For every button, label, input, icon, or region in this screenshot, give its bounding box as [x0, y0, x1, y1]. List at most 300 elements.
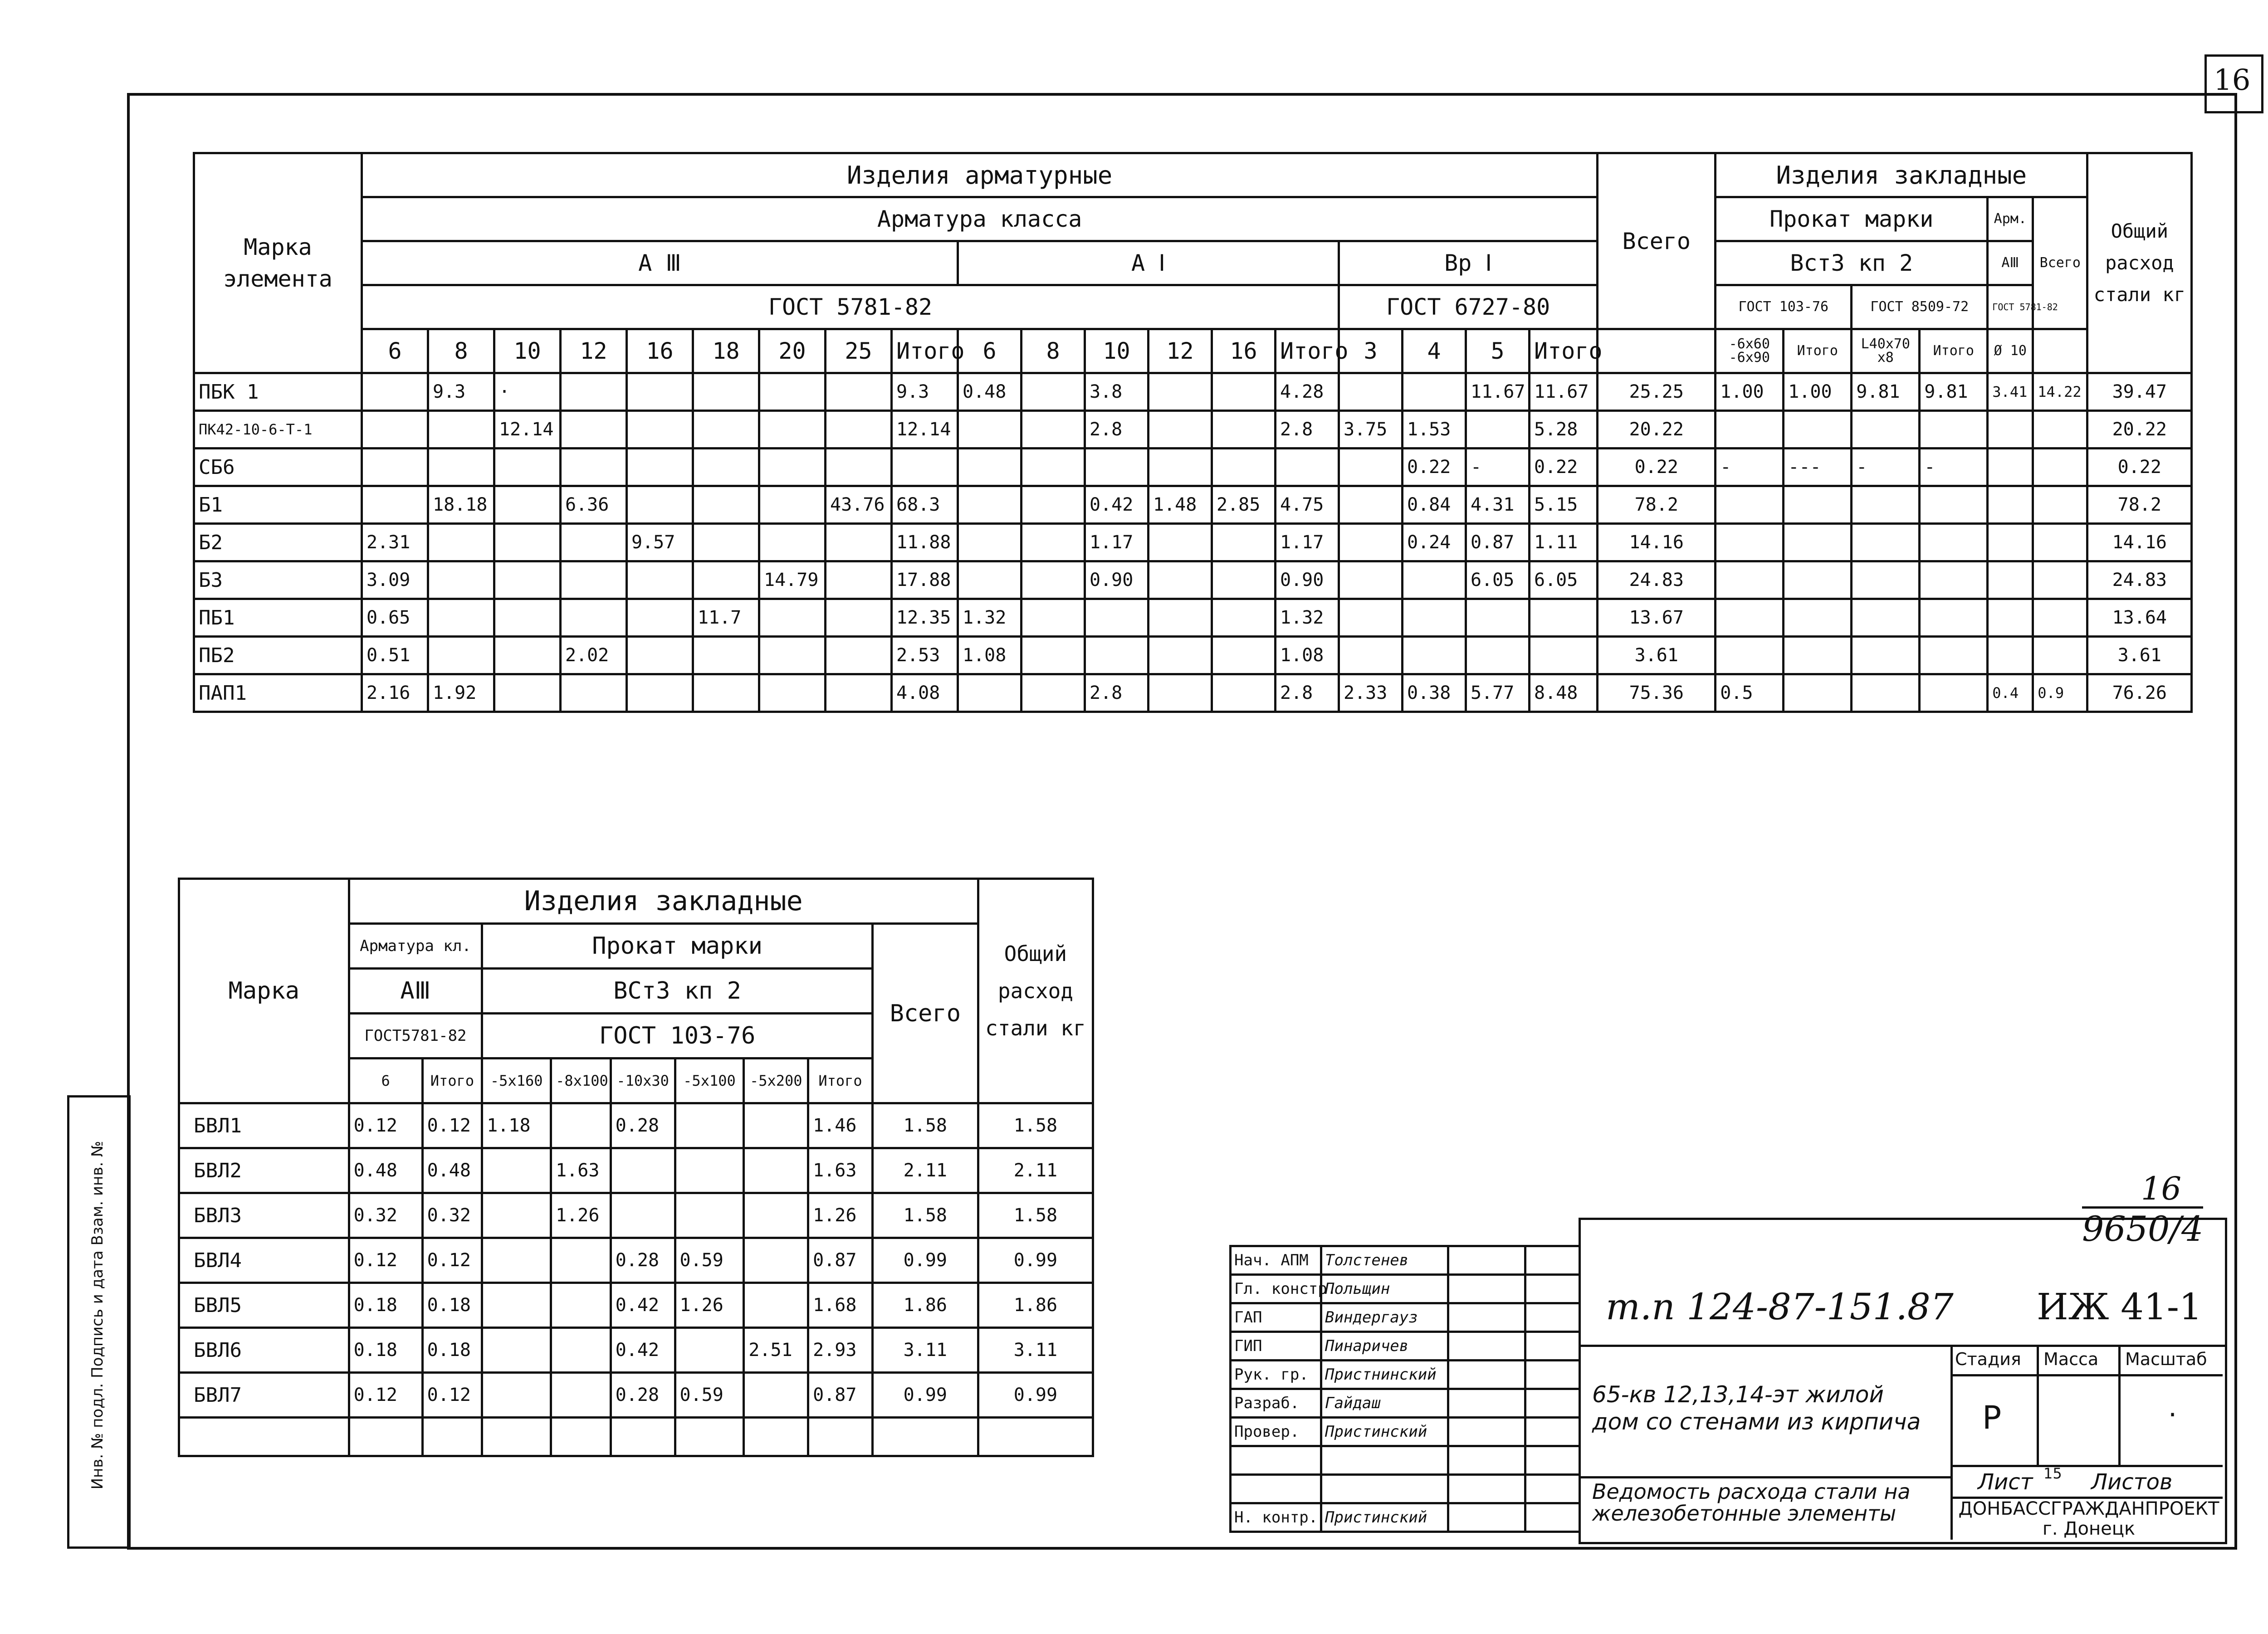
t1-cell-bp: 1.11	[1530, 524, 1598, 561]
t1-cell-rolled	[1920, 486, 1988, 524]
t1-cell-a3: 6.36	[561, 486, 627, 524]
t1-cell-a1: 0.48	[958, 373, 1022, 411]
t1-row-mark: ПАП1	[194, 674, 362, 712]
t2-cell	[482, 1193, 551, 1238]
t1-cell-rolled	[1852, 674, 1920, 712]
t1-cell-a3	[627, 411, 693, 449]
t1-subheader-arm: Ø 10	[1988, 329, 2033, 373]
t2-header-gost-5781: ГОСТ5781-82	[349, 1014, 482, 1058]
signature-mark	[1448, 1475, 1525, 1503]
signature-name: Пристнинский	[1321, 1361, 1448, 1389]
t2-cell	[551, 1238, 611, 1283]
t1-cell-bp	[1339, 599, 1403, 637]
t1-header-reinforcement-items: Изделия арматурные	[362, 153, 1598, 197]
signature-row	[1231, 1446, 1580, 1475]
signature-date	[1525, 1275, 1580, 1303]
t1-table-row	[194, 486, 2192, 524]
t2-cell	[744, 1373, 808, 1418]
t1-cell-a3	[494, 486, 561, 524]
t1-table-row	[194, 411, 2192, 449]
signature-date	[1525, 1418, 1580, 1446]
t1-cell-arm: 0.4	[1988, 674, 2033, 712]
t1-cell-a1	[1085, 599, 1149, 637]
t1-row-mark: Б1	[194, 486, 362, 524]
t2-cell: 0.12	[422, 1103, 482, 1148]
t1-cell-a3	[826, 411, 892, 449]
t1-cell-total-steel: 78.2	[2087, 486, 2192, 524]
t1-cell-a3	[693, 637, 759, 674]
t1-cell-a1	[1212, 561, 1276, 599]
t1-cell-bp: 0.87	[1466, 524, 1530, 561]
t1-cell-arm	[1988, 599, 2033, 637]
t2-cell: 0.42	[611, 1283, 675, 1328]
t1-cell-arm: 3.41	[1988, 373, 2033, 411]
t2-cell	[675, 1328, 744, 1373]
t1-cell-embedded-total	[2033, 449, 2087, 486]
t1-cell-a1	[1212, 373, 1276, 411]
t1-table-row	[194, 674, 2192, 712]
t2-cell-total: 3.11	[872, 1328, 978, 1373]
t1-subheader-cell: 6	[958, 329, 1022, 373]
t2-cell: 0.18	[349, 1328, 422, 1373]
steel-consumption-table	[193, 152, 2193, 713]
t1-header-gost-6727: ГОСТ 6727-80	[1339, 285, 1598, 329]
t1-cell-bp	[1530, 599, 1598, 637]
signature-role: Нач. АПМ	[1231, 1246, 1321, 1275]
t1-header-gost-103: ГОСТ 103-76	[1716, 285, 1852, 329]
signature-role	[1231, 1446, 1321, 1475]
t2-cell: 1.18	[482, 1103, 551, 1148]
t2-cell: 0.32	[422, 1193, 482, 1238]
t1-cell-total-steel: 39.47	[2087, 373, 2192, 411]
t1-cell-bp: 11.67	[1466, 373, 1530, 411]
t1-cell-total-reinf: 14.16	[1598, 524, 1716, 561]
t2-cell-total: 0.99	[872, 1373, 978, 1418]
t1-cell-bp: 0.38	[1403, 674, 1466, 712]
t1-header-gost-5781: ГОСТ 5781-82	[362, 285, 1339, 329]
t1-cell-rolled	[1920, 411, 1988, 449]
signature-role	[1231, 1475, 1321, 1503]
t1-subheader-rolled: -6x60 -6x90	[1716, 329, 1784, 373]
t1-cell-a3: 2.16	[362, 674, 428, 712]
t1-cell-arm	[1988, 486, 2033, 524]
stage-header: Стадия	[1955, 1349, 2021, 1369]
t1-cell-a3: 0.51	[362, 637, 428, 674]
t1-cell-a1	[1212, 637, 1276, 674]
t1-cell-a3: 9.57	[627, 524, 693, 561]
t1-cell-a3	[494, 637, 561, 674]
t2-cell: 0.18	[349, 1283, 422, 1328]
t1-cell-a3	[494, 674, 561, 712]
t1-table-row	[194, 373, 2192, 411]
t1-cell-bp: 5.15	[1530, 486, 1598, 524]
t1-cell-a3	[561, 411, 627, 449]
t2-cell	[551, 1373, 611, 1418]
t1-cell-a1: 2.8	[1085, 674, 1149, 712]
t1-cell-a3: 17.88	[892, 561, 958, 599]
t1-row-mark: ПБ1	[194, 599, 362, 637]
t1-cell-a3	[627, 486, 693, 524]
t1-cell-bp	[1466, 411, 1530, 449]
t2-cell: 2.93	[808, 1328, 873, 1373]
t2-row-mark: БВЛ5	[179, 1283, 349, 1328]
t1-row-mark: Б3	[194, 561, 362, 599]
t1-cell-a3	[627, 561, 693, 599]
t1-cell-a1: 0.42	[1085, 486, 1149, 524]
t1-cell-a3	[826, 637, 892, 674]
t1-subheader-cell: 12	[1149, 329, 1212, 373]
t1-cell-bp: 6.05	[1466, 561, 1530, 599]
t1-cell-total-steel: 24.83	[2087, 561, 2192, 599]
signature-role: Н. контр.	[1231, 1503, 1321, 1532]
t1-cell-a3	[693, 524, 759, 561]
t1-cell-a1: 1.17	[1085, 524, 1149, 561]
t1-cell-total-steel: 20.22	[2087, 411, 2192, 449]
t1-cell-a3: 9.3	[428, 373, 494, 411]
t1-cell-a1: 1.32	[1276, 599, 1339, 637]
t2-cell-total-steel: 1.58	[978, 1103, 1093, 1148]
t2-cell: 0.12	[349, 1238, 422, 1283]
t2-cell-total-steel: 2.11	[978, 1148, 1093, 1193]
signature-name: Пинаричев	[1321, 1332, 1448, 1361]
t1-cell-a1: 1.08	[1276, 637, 1339, 674]
t1-cell-total-steel: 13.64	[2087, 599, 2192, 637]
t1-cell-a1	[1149, 449, 1212, 486]
t2-cell: 0.18	[422, 1328, 482, 1373]
t2-cell: 0.59	[675, 1238, 744, 1283]
t1-cell-bp: 5.77	[1466, 674, 1530, 712]
signature-role: Провер.	[1231, 1418, 1321, 1446]
t1-header-a3-short: АⅢ	[1988, 241, 2033, 285]
t1-cell-a1: 1.08	[958, 637, 1022, 674]
title-block	[1229, 1218, 2227, 1544]
t1-cell-a1	[1212, 674, 1276, 712]
t2-cell: 0.32	[349, 1193, 422, 1238]
t1-cell-a1	[958, 561, 1022, 599]
title-block-signatures	[1229, 1245, 1581, 1533]
t2-cell: 0.48	[422, 1148, 482, 1193]
signature-mark	[1448, 1275, 1525, 1303]
t1-cell-rolled	[1716, 561, 1784, 599]
t2-cell	[611, 1193, 675, 1238]
t2-cell	[675, 1193, 744, 1238]
t2-subheader-cell: Итого	[422, 1058, 482, 1103]
t1-cell-a1	[958, 524, 1022, 561]
sheet-code: ИЖ 41-1	[2037, 1286, 2202, 1328]
t1-cell-rolled	[1716, 599, 1784, 637]
t1-cell-rolled: 9.81	[1852, 373, 1920, 411]
t1-subheader-cell: 18	[693, 329, 759, 373]
t1-cell-bp	[1530, 637, 1598, 674]
t1-table-row	[194, 599, 2192, 637]
t1-cell-bp	[1339, 561, 1403, 599]
t2-cell: 0.28	[611, 1238, 675, 1283]
t1-cell-rolled	[1716, 411, 1784, 449]
signature-role: Рук. гр.	[1231, 1361, 1321, 1389]
t1-cell-a1: 3.8	[1085, 373, 1149, 411]
t2-table-row	[179, 1148, 1093, 1193]
t1-cell-rolled	[1920, 561, 1988, 599]
t1-cell-a3	[693, 373, 759, 411]
t2-subheader-cell: Итого	[808, 1058, 873, 1103]
t1-subheader-cell: 8	[1022, 329, 1085, 373]
t1-cell-a1	[1022, 411, 1085, 449]
t1-cell-bp	[1403, 637, 1466, 674]
t2-header-a3: АⅢ	[349, 969, 482, 1014]
t1-cell-a3: 3.09	[362, 561, 428, 599]
t1-subheader-rolled: L40x70 x8	[1852, 329, 1920, 373]
t2-cell	[551, 1328, 611, 1373]
t1-cell-rolled	[1784, 524, 1852, 561]
t1-cell-embedded-total	[2033, 486, 2087, 524]
t1-cell-embedded-total	[2033, 637, 2087, 674]
t1-cell-a3: 2.02	[561, 637, 627, 674]
t1-header-rolled-grade: Прокат марки	[1716, 197, 1988, 241]
t1-cell-a3	[561, 599, 627, 637]
t1-cell-total-reinf: 3.61	[1598, 637, 1716, 674]
t2-cell: 0.87	[808, 1373, 873, 1418]
signature-name	[1321, 1475, 1448, 1503]
t1-cell-a3	[362, 373, 428, 411]
t1-cell-a3: 9.3	[892, 373, 958, 411]
t1-cell-bp: 2.33	[1339, 674, 1403, 712]
t1-cell-a3	[362, 486, 428, 524]
t2-cell	[482, 1238, 551, 1283]
t1-subheader-rolled: Итого	[1784, 329, 1852, 373]
t2-row-mark: БВЛ4	[179, 1238, 349, 1283]
t1-cell-a3	[428, 599, 494, 637]
t2-cell-total: 1.58	[872, 1103, 978, 1148]
t1-cell-a3	[428, 411, 494, 449]
t1-cell-a3	[362, 411, 428, 449]
t1-cell-a3	[561, 524, 627, 561]
signature-name: Толстенев	[1321, 1246, 1448, 1275]
signature-date	[1525, 1389, 1580, 1418]
t1-cell-rolled	[1852, 486, 1920, 524]
t1-cell-embedded-total	[2033, 599, 2087, 637]
t1-cell-a3	[892, 449, 958, 486]
t1-cell-a3: 2.31	[362, 524, 428, 561]
t1-subheader-cell: 4	[1403, 329, 1466, 373]
scale-value: ·	[2168, 1399, 2177, 1431]
t1-cell-a3	[759, 373, 826, 411]
t1-cell-bp: 0.84	[1403, 486, 1466, 524]
t1-cell-a1	[958, 411, 1022, 449]
t1-subheader-cell: 20	[759, 329, 826, 373]
t1-cell-bp	[1403, 373, 1466, 411]
t2-cell	[482, 1148, 551, 1193]
t2-cell: 1.26	[808, 1193, 873, 1238]
t1-header-embedded-items: Изделия закладные	[1716, 153, 2087, 197]
t2-cell: 1.46	[808, 1103, 873, 1148]
t2-subheader-cell: -5x200	[744, 1058, 808, 1103]
t1-cell-a1	[1149, 373, 1212, 411]
t1-cell-a3: 4.08	[892, 674, 958, 712]
signature-mark	[1448, 1332, 1525, 1361]
t1-cell-a3	[759, 486, 826, 524]
t1-cell-rolled	[1784, 637, 1852, 674]
t2-row-mark: БВЛ2	[179, 1148, 349, 1193]
t1-cell-rolled	[1852, 637, 1920, 674]
t1-cell-embedded-total: 0.9	[2033, 674, 2087, 712]
t1-cell-bp: 0.22	[1530, 449, 1598, 486]
t2-cell: 0.28	[611, 1103, 675, 1148]
t1-header-arm-short: Арм.	[1988, 197, 2033, 241]
t1-header-class-a3: А Ⅲ	[362, 241, 958, 285]
t1-cell-rolled	[1920, 524, 1988, 561]
t1-cell-a3	[494, 449, 561, 486]
t1-table-row	[194, 449, 2192, 486]
t1-cell-a3	[693, 561, 759, 599]
signature-date	[1525, 1332, 1580, 1361]
t1-header-mark: Марка элемента	[194, 153, 362, 373]
t2-cell	[482, 1328, 551, 1373]
signature-mark	[1448, 1389, 1525, 1418]
t1-cell-rolled: -	[1716, 449, 1784, 486]
sheet-title: Ведомость расхода стали на железобетонные элементы	[1592, 1479, 1911, 1526]
t1-cell-a1	[1149, 561, 1212, 599]
t1-cell-bp: 0.24	[1403, 524, 1466, 561]
signature-name: Гайдаш	[1321, 1389, 1448, 1418]
t1-header-class-bp1: Вр Ⅰ	[1339, 241, 1598, 285]
signature-name: Польщин	[1321, 1275, 1448, 1303]
t1-cell-a1: 1.48	[1149, 486, 1212, 524]
t1-cell-a1	[1149, 599, 1212, 637]
t2-cell: 0.48	[349, 1148, 422, 1193]
t1-header-gost-5781-small: ГОСТ 5781-82	[1988, 285, 2033, 329]
t1-row-mark: ПК42-10-6-Т-1	[194, 411, 362, 449]
t2-row-mark: БВЛ7	[179, 1373, 349, 1418]
t1-cell-a1: 2.85	[1212, 486, 1276, 524]
t1-cell-bp	[1339, 637, 1403, 674]
t1-cell-rolled: 1.00	[1784, 373, 1852, 411]
signature-role: Разраб.	[1231, 1389, 1321, 1418]
t1-cell-a1	[1022, 674, 1085, 712]
t1-cell-rolled	[1852, 561, 1920, 599]
t2-empty-row	[179, 1418, 1093, 1456]
t1-cell-rolled: ---	[1784, 449, 1852, 486]
t2-subheader-cell: -10x30	[611, 1058, 675, 1103]
t1-cell-a1	[1022, 561, 1085, 599]
t1-cell-a3	[693, 449, 759, 486]
handwritten-note-bottom: 9650/4	[2082, 1206, 2203, 1249]
t1-header-embedded-total: Всего	[2033, 197, 2087, 329]
t1-table-row	[194, 637, 2192, 674]
t1-cell-total-reinf: 24.83	[1598, 561, 1716, 599]
t1-row-mark: ПБК 1	[194, 373, 362, 411]
t1-cell-rolled	[1920, 637, 1988, 674]
t1-cell-a1: 1.32	[958, 599, 1022, 637]
t1-cell-a3: 12.35	[892, 599, 958, 637]
t1-cell-a3	[627, 599, 693, 637]
t2-cell-total: 2.11	[872, 1148, 978, 1193]
t1-cell-a1: 2.8	[1085, 411, 1149, 449]
t1-cell-bp	[1466, 637, 1530, 674]
t1-cell-a3	[627, 373, 693, 411]
t1-cell-a3	[759, 599, 826, 637]
t1-cell-a3	[561, 449, 627, 486]
t2-cell-total: 1.58	[872, 1193, 978, 1238]
t1-cell-a3: 12.14	[892, 411, 958, 449]
t1-cell-rolled	[1920, 674, 1988, 712]
organization: ДОНБАССГРАЖДАНПРОЕКТ г. Донецк	[1958, 1498, 2219, 1539]
t1-cell-bp	[1339, 373, 1403, 411]
t2-table-row	[179, 1328, 1093, 1373]
t1-cell-a3	[627, 449, 693, 486]
t1-cell-bp	[1339, 524, 1403, 561]
t2-cell: 1.63	[551, 1148, 611, 1193]
t2-cell	[551, 1103, 611, 1148]
t2-table-row	[179, 1238, 1093, 1283]
t1-cell-embedded-total	[2033, 411, 2087, 449]
t1-header-gost-8509: ГОСТ 8509-72	[1852, 285, 1988, 329]
scale-header: Масштаб	[2125, 1349, 2207, 1369]
t2-row-mark: БВЛ1	[179, 1103, 349, 1148]
t1-cell-a3	[428, 524, 494, 561]
t2-cell: 0.12	[349, 1103, 422, 1148]
stage-value: Р	[1982, 1399, 2002, 1436]
t1-cell-a3: 12.14	[494, 411, 561, 449]
t1-cell-a1	[1149, 411, 1212, 449]
t1-cell-total-reinf: 0.22	[1598, 449, 1716, 486]
t1-cell-a1: 1.17	[1276, 524, 1339, 561]
t2-table-row	[179, 1193, 1093, 1238]
t1-cell-a1	[1212, 524, 1276, 561]
t1-cell-a1	[1149, 674, 1212, 712]
t1-cell-a3	[826, 561, 892, 599]
t2-cell: 0.18	[422, 1283, 482, 1328]
signature-role: Гл. констр.	[1231, 1275, 1321, 1303]
t2-cell	[744, 1238, 808, 1283]
signature-mark	[1448, 1446, 1525, 1475]
signature-mark	[1448, 1361, 1525, 1389]
t1-cell-rolled	[1784, 411, 1852, 449]
t1-row-mark: Б2	[194, 524, 362, 561]
t1-subheader-cell: 5	[1466, 329, 1530, 373]
t1-cell-a1	[1085, 637, 1149, 674]
t1-cell-a3	[494, 561, 561, 599]
t1-cell-a1	[1022, 373, 1085, 411]
signature-name: Пристинский	[1321, 1503, 1448, 1532]
t1-cell-total-reinf: 78.2	[1598, 486, 1716, 524]
t1-cell-bp: 0.22	[1403, 449, 1466, 486]
doc-code: т.п 124-87-151.87	[1606, 1286, 1954, 1328]
signature-role: ГИП	[1231, 1332, 1321, 1361]
sheet-number: 15	[2043, 1465, 2062, 1482]
t1-cell-rolled	[1784, 486, 1852, 524]
t1-cell-total-steel: 14.16	[2087, 524, 2192, 561]
signature-mark	[1448, 1246, 1525, 1275]
t1-cell-a3	[759, 674, 826, 712]
signature-mark	[1448, 1503, 1525, 1532]
t2-cell-total-steel: 1.86	[978, 1283, 1093, 1328]
t1-header-vst3: Вст3 кп 2	[1716, 241, 1988, 285]
t2-cell: 0.12	[349, 1373, 422, 1418]
signature-date	[1525, 1361, 1580, 1389]
t1-cell-rolled: -	[1852, 449, 1920, 486]
t1-cell-rolled	[1716, 637, 1784, 674]
t1-cell-rolled	[1920, 599, 1988, 637]
t1-cell-a3	[362, 449, 428, 486]
t1-cell-a1: 4.75	[1276, 486, 1339, 524]
t1-cell-embedded-total	[2033, 524, 2087, 561]
t2-cell: 0.59	[675, 1373, 744, 1418]
t1-cell-a3: 1.92	[428, 674, 494, 712]
t1-cell-a3	[826, 599, 892, 637]
t2-header-total-steel: Общий расход стали кг	[978, 879, 1093, 1103]
t2-cell: 2.51	[744, 1328, 808, 1373]
t1-cell-rolled: 0.5	[1716, 674, 1784, 712]
